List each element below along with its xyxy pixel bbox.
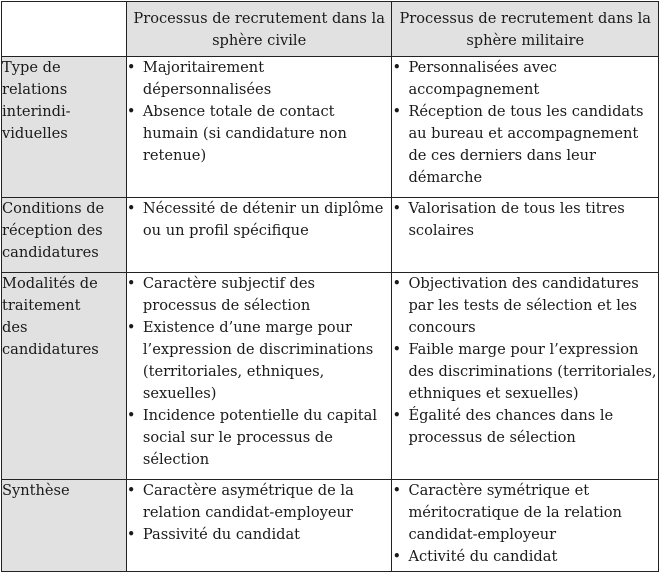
row-header xyxy=(2,273,127,480)
row-header-line: Synthèse xyxy=(2,482,70,499)
list-item: • Incidence potentielle du capital social sur le processus de sélection xyxy=(127,405,392,471)
row-header-line: relations xyxy=(2,81,68,98)
row-header-line: Conditions de xyxy=(2,200,105,217)
row-header-line: viduelles xyxy=(2,125,68,142)
list-item: • Faible marge pour l’expression des discriminations (territoriales, ethniques et sexuelles) xyxy=(392,339,658,405)
list-item: • Existence d’une marge pour l’expression de discriminations (territoriales, ethniques, sexuelles) xyxy=(127,317,392,405)
list-item: • Caractère subjectif des processus de sélection xyxy=(127,273,392,317)
list-item: • Absence totale de contact humain (si candidature non retenue) xyxy=(127,101,392,167)
list-item: • Majoritairement dépersonnalisées xyxy=(127,57,392,101)
row-header-line: Type de xyxy=(2,59,61,76)
military-cell xyxy=(392,57,659,198)
header-civil: Processus de recrutement dans la sphère civile xyxy=(126,2,392,57)
header-military: Processus de recrutement dans la sphère militaire xyxy=(392,2,659,57)
header-row xyxy=(2,2,659,57)
row-header-line: interindi- xyxy=(2,103,71,120)
row-header-line: candidatures xyxy=(2,341,99,358)
list-item: • Passivité du candidat xyxy=(127,524,392,546)
comparison-table xyxy=(1,1,659,572)
table-row xyxy=(2,273,659,480)
table-row xyxy=(2,480,659,572)
list-item: • Activité du candidat xyxy=(392,546,658,568)
list-item: • Caractère asymétrique de la relation candidat-employeur xyxy=(127,480,392,524)
civil-cell xyxy=(126,480,392,572)
corner-cell xyxy=(2,2,127,57)
civil-cell xyxy=(126,57,392,198)
list-item: • Personnalisées avec accompagnement xyxy=(392,57,658,101)
military-cell xyxy=(392,198,659,273)
row-header xyxy=(2,480,127,572)
row-header-line: Modalités de xyxy=(2,275,98,292)
table-row xyxy=(2,198,659,273)
list-item: • Caractère symétrique et méritocratique de la relation candidat-employeur xyxy=(392,480,658,546)
table-row xyxy=(2,57,659,198)
list-item: • Égalité des chances dans le processus de sélection xyxy=(392,405,658,449)
row-header-line: candidatures xyxy=(2,244,99,261)
list-item: • Objectivation des candidatures par les tests de sélection et les concours xyxy=(392,273,658,339)
list-item: • Valorisation de tous les titres scolaires xyxy=(392,198,658,242)
row-header-line: des xyxy=(2,319,28,336)
civil-cell xyxy=(126,273,392,480)
civil-cell xyxy=(126,198,392,273)
list-item: • Nécessité de détenir un diplôme ou un profil spécifique xyxy=(127,198,392,242)
list-item: • Réception de tous les candidats au bureau et accompagnement de ces derniers dans leur démarche xyxy=(392,101,658,189)
row-header xyxy=(2,57,127,198)
row-header-line: réception des xyxy=(2,222,103,239)
military-cell xyxy=(392,273,659,480)
row-header-line: traitement xyxy=(2,297,81,314)
row-header xyxy=(2,198,127,273)
military-cell xyxy=(392,480,659,572)
